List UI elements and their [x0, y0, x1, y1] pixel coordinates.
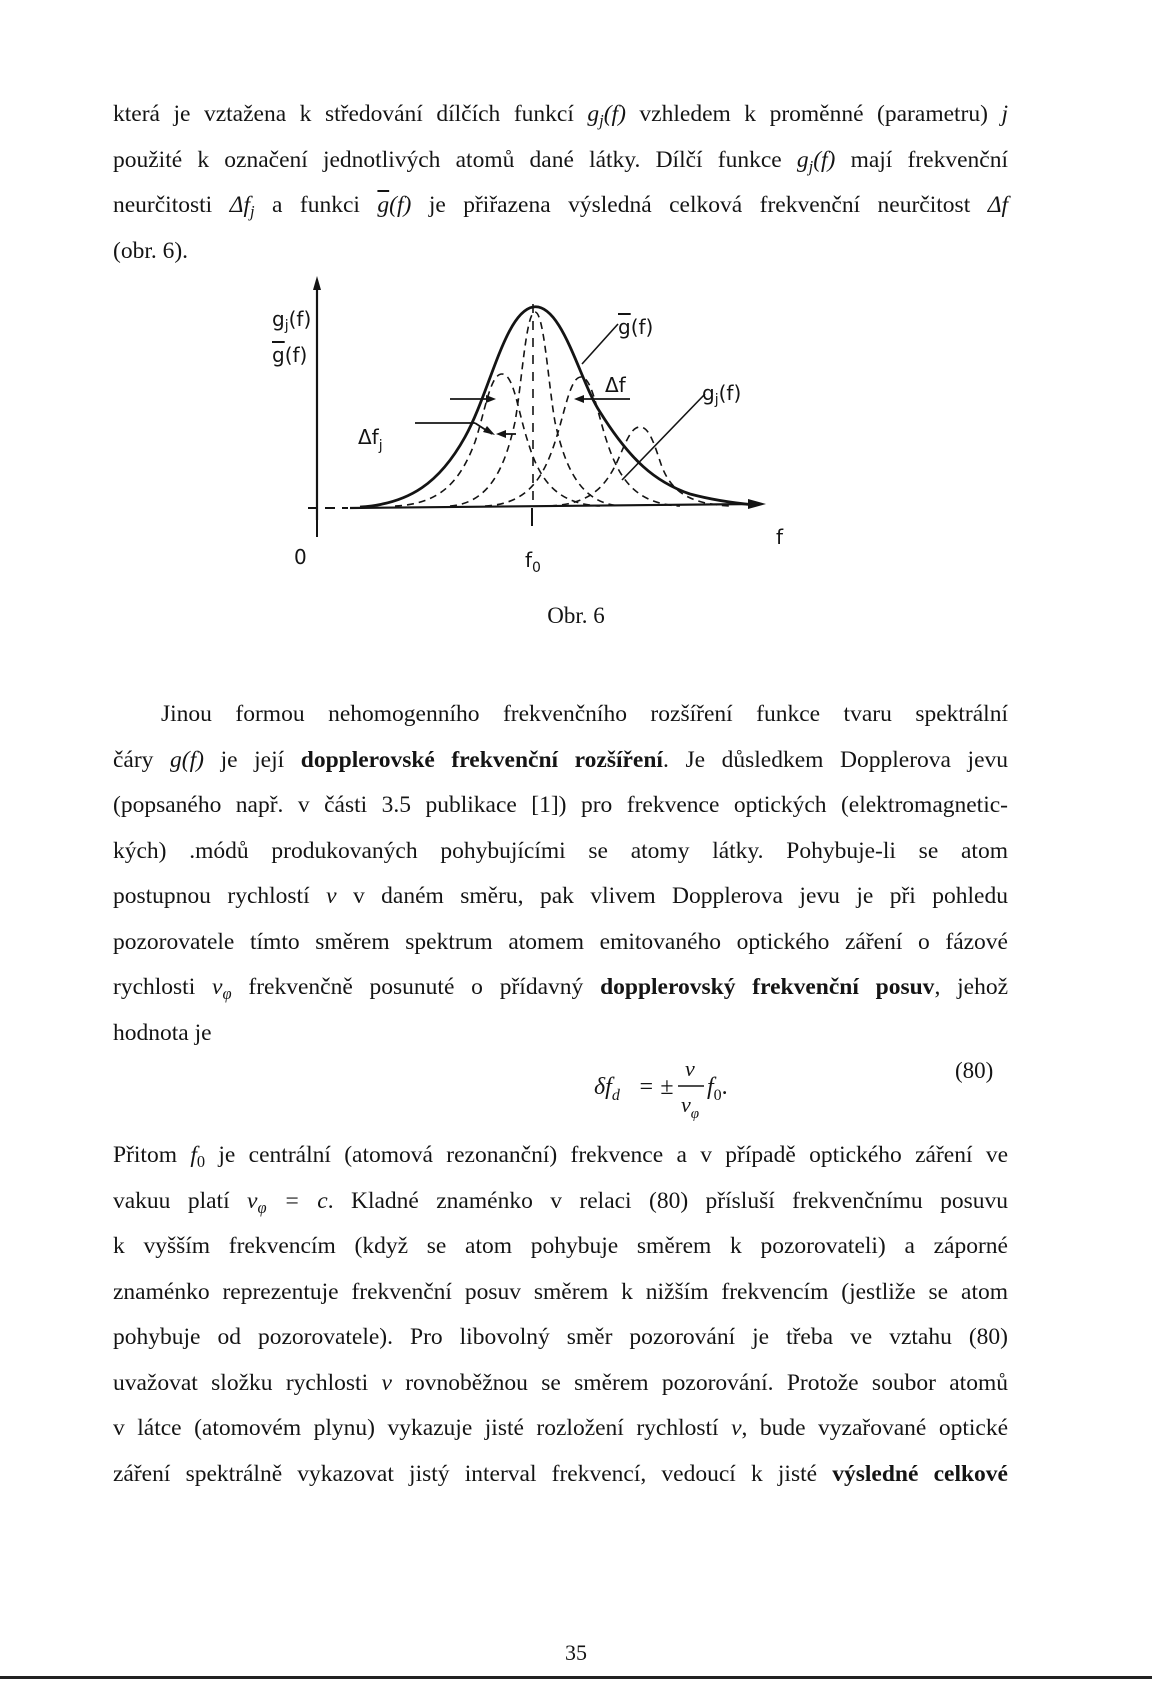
- delta-f-arrowhead-left: [486, 395, 496, 403]
- text-line: [113, 1406, 1008, 1452]
- eq-rhs: $f_0$.: [707, 1074, 728, 1104]
- equation-number: (80): [955, 1058, 994, 1083]
- text-line: [113, 92, 1008, 138]
- gbar-leader-line: [582, 324, 618, 364]
- text-run: záření spektrálně vykazovat jistý interval frekvencí, vedoucí k jisté: [113, 1460, 833, 1487]
- term-doppler-broadening: dopplerovské frekvenční rozšíření: [300, 746, 663, 773]
- text-line: [113, 1179, 1008, 1225]
- text-line: kých) .módů produkovaných pohybujícími se atomy látky. Pohybuje-li se atom: [113, 837, 1008, 864]
- text-line: [113, 1133, 1008, 1179]
- math-delta-f: Δf: [987, 192, 1009, 218]
- math-f0: $f_0$: [190, 1142, 206, 1171]
- text-line: k vyšším frekvencím (když se atom pohybuje směrem k pozorovateli) a záporné: [113, 1233, 1008, 1259]
- delta-f-arrowhead-right: [574, 395, 584, 403]
- math-vphi-eq-c: $v_\varphi = c$: [247, 1187, 328, 1217]
- text-run: je centrální (atomová rezonanční) frekvence a v případě optického záření ve: [205, 1142, 1008, 1168]
- gj-leader-line: [622, 394, 705, 480]
- text-line: [113, 1452, 1008, 1498]
- term-doppler-shift: dopplerovský frekvenční posuv: [600, 974, 935, 1000]
- eq-numerator: v: [685, 1056, 695, 1081]
- text-line: hodnota je: [113, 1019, 212, 1046]
- text-line: [113, 874, 1008, 920]
- gbar-curve-label: g(f): [618, 315, 654, 339]
- paragraph-intro: [113, 92, 1008, 274]
- text-line: [113, 738, 1008, 784]
- page-number: 35: [565, 1640, 587, 1665]
- equation-80: [594, 1050, 744, 1137]
- text-run: vakuu platí: [113, 1187, 248, 1214]
- math-v: v: [731, 1415, 742, 1441]
- math-delta-fj: $\Delta f_j$: [229, 192, 255, 221]
- math-v: v: [326, 883, 337, 909]
- text-run: , jehož: [934, 974, 1008, 1000]
- text-run: je přiřazena výsledná celková frekvenční neurčitost: [411, 192, 988, 218]
- origin-label: 0: [294, 545, 307, 569]
- text-run: čáry: [113, 746, 171, 773]
- text-run: v látce (atomovém plynu) vykazuje jisté rozložení rychlostí: [113, 1415, 732, 1441]
- page-bottom-edge: [0, 1676, 1152, 1679]
- text-run: vzhledem k proměnné (parametru): [625, 101, 1002, 127]
- component-curve-4: [550, 427, 730, 506]
- eq-lhs: $\delta f_d$: [594, 1074, 620, 1104]
- f-axis-label: f: [776, 525, 784, 549]
- text-line: pohybuje od pozorovatele). Pro libovolný směr pozorování je třeba ve vztahu (80): [113, 1324, 1008, 1350]
- f0-label: $f_0$: [525, 548, 541, 576]
- text-run: postupnou rychlostí: [113, 883, 327, 909]
- text-line: znaménko reprezentuje frekvenční posuv směrem k nižším frekvencím (jestliže se atom: [113, 1278, 1008, 1305]
- y-label-gj: $g_j(f)$: [272, 307, 312, 334]
- text-run: . Kladné znaménko v relaci (80) přísluší frekvenčnímu posuvu: [327, 1187, 1008, 1214]
- gj-curve-label: $g_j(f)$: [702, 381, 742, 408]
- text-line: Jinou formou nehomogenního frekvenčního rozšíření funkce tvaru spektrální: [161, 701, 1008, 727]
- lineshape-diagram: [272, 282, 820, 602]
- paragraph-vacuum: [113, 1133, 1008, 1497]
- text-run: která je vztažena k středování dílčích funkcí: [113, 101, 588, 127]
- delta-fj-arrowhead-left: [483, 426, 495, 435]
- text-line: [113, 965, 1008, 1011]
- text-run: uvažovat složku rychlosti: [113, 1369, 382, 1396]
- figure-6: [272, 282, 820, 602]
- math-gjf: $g_j(f)$: [796, 146, 836, 176]
- eq-sign: = ±: [638, 1074, 674, 1100]
- text-line: (popsaného např. v části 3.5 publikace [1]) pro frekvence optických (elektromagnetic-: [113, 792, 1008, 818]
- text-run: v daném směru, pak vlivem Dopplerova jevu je při pohledu: [336, 883, 1008, 909]
- delta-fj-label: $\Delta f_j$: [358, 425, 383, 454]
- text-run: rychlosti: [113, 974, 213, 1000]
- component-curve-2: [450, 312, 620, 506]
- figure-caption: Obr. 6: [547, 603, 605, 628]
- text-run: , bude vyzařované optické: [741, 1415, 1008, 1441]
- text-line: pozorovatele tímto směrem spektrum atomem emitovaného optického záření o fázové: [113, 928, 1008, 955]
- math-gbar: $\overline{g}(f)$: [377, 192, 412, 218]
- equation-graphic: [594, 1050, 744, 1130]
- delta-f-label: Δf: [605, 373, 626, 397]
- text-run: a funkci: [254, 192, 378, 218]
- y-axis-arrow: [313, 276, 321, 290]
- math-vphi: $v_\varphi$: [212, 974, 232, 1003]
- text-line: [113, 1361, 1008, 1407]
- math-gjf: $g_j(f)$: [587, 101, 626, 130]
- math-j: j: [1001, 101, 1009, 127]
- text-run: rovnoběžnou se směrem pozorování. Protože soubor atomů: [391, 1369, 1008, 1396]
- text-line: (obr. 6).: [113, 237, 189, 264]
- text-run: frekvenčně posunuté o přídavný: [231, 974, 601, 1000]
- paragraph-doppler: [113, 692, 1008, 1056]
- text-line: [113, 183, 1008, 229]
- math-v: v: [381, 1369, 392, 1396]
- eq-denominator: $v_\varphi$: [681, 1092, 700, 1122]
- math-gf: g(f): [170, 746, 204, 773]
- delta-fj-arrowhead-right: [496, 430, 506, 438]
- text-line: [113, 138, 1008, 184]
- text-run: Přitom: [113, 1142, 191, 1168]
- overall-line-curve: [360, 307, 755, 507]
- text-run: . Je důsledkem Dopplerova jevu: [662, 746, 1009, 773]
- text-run: mají frekvenční: [835, 146, 1008, 173]
- text-run: je její: [203, 746, 301, 773]
- y-label-g: g(f): [272, 343, 308, 367]
- text-run: použité k označení jednotlivých atomů dané látky. Dílčí funkce: [113, 146, 797, 173]
- text-run: neurčitosti: [113, 192, 230, 218]
- term-resulting-total: výsledné celkové: [832, 1460, 1008, 1487]
